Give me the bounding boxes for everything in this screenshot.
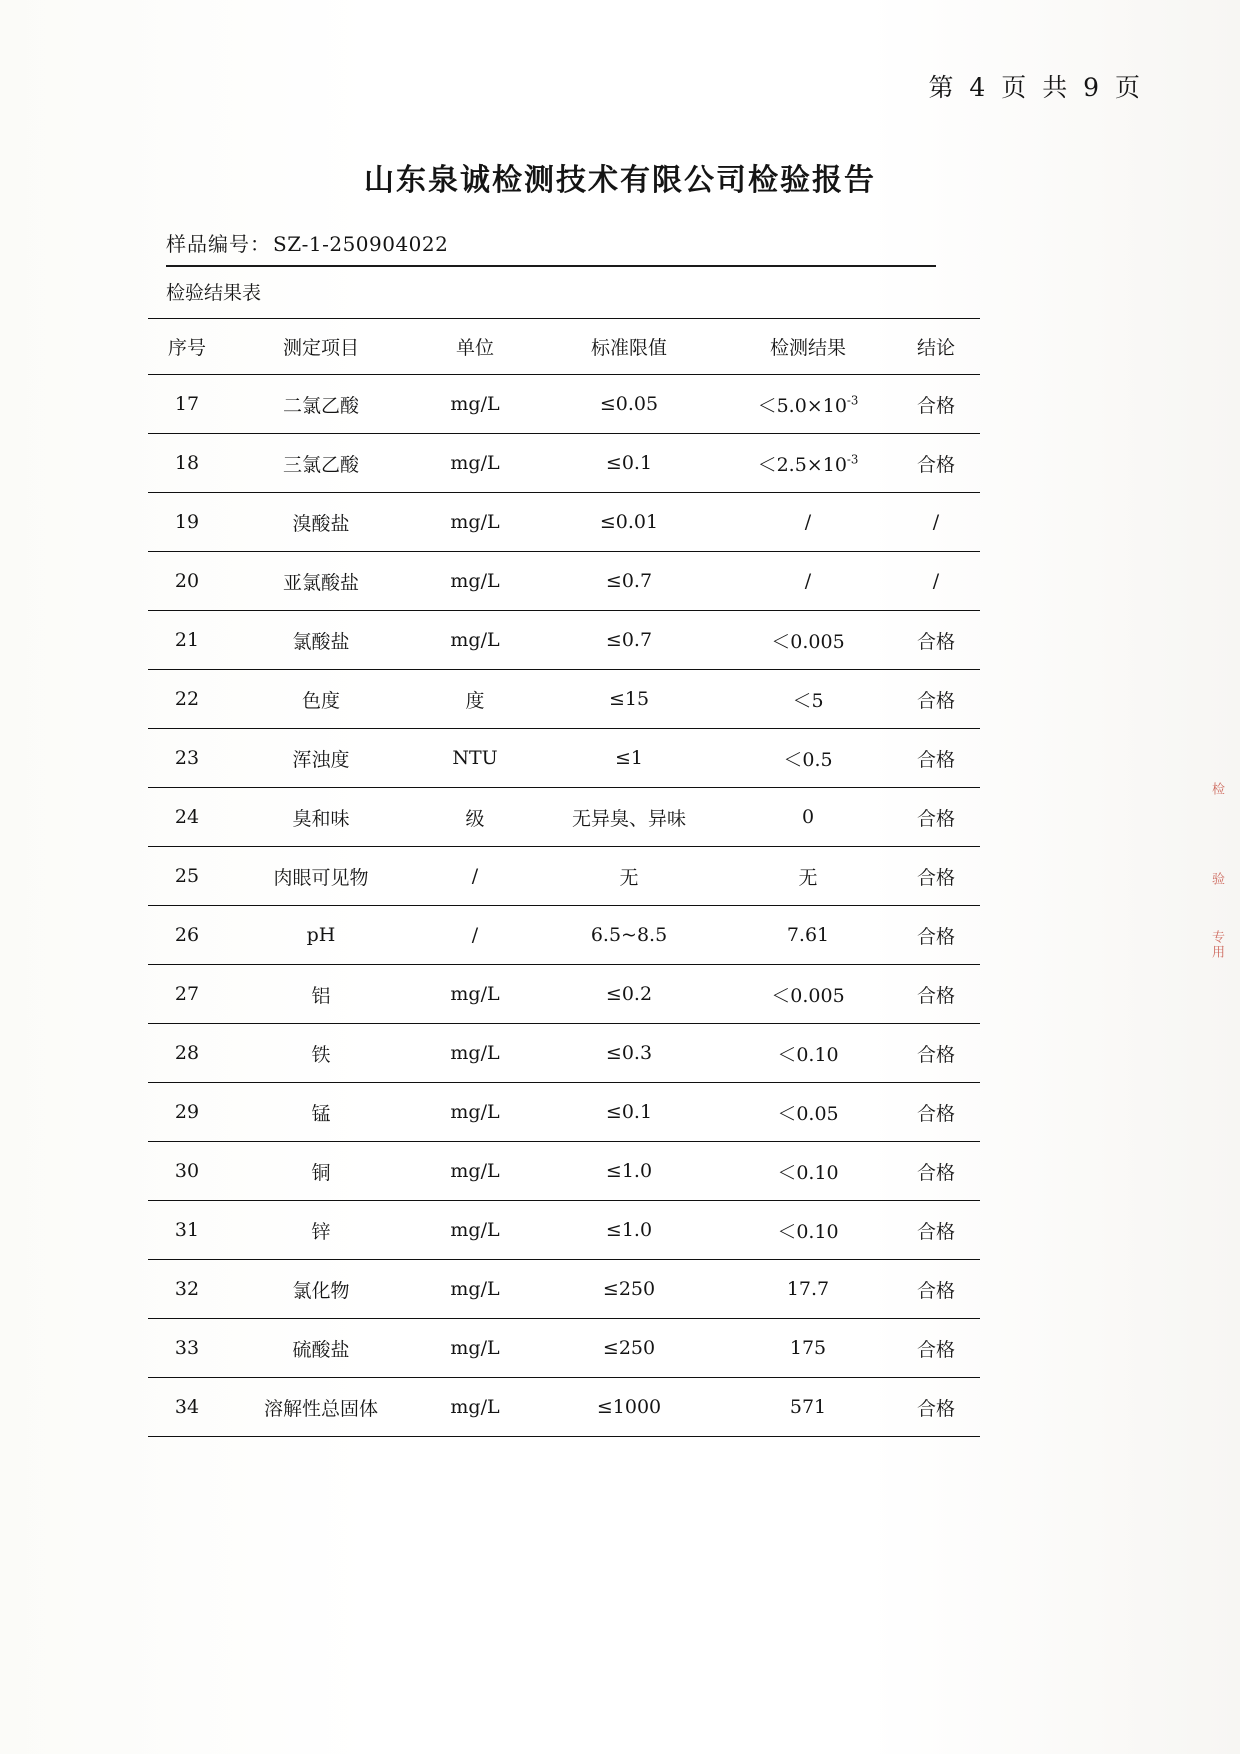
cell-conclusion: 合格 — [892, 1083, 980, 1142]
cell-unit: mg/L — [416, 1378, 534, 1437]
cell-unit: / — [416, 847, 534, 906]
sample-number-label: 样品编号： — [166, 232, 271, 256]
cell-no: 21 — [148, 611, 226, 670]
cell-conclusion: 合格 — [892, 1378, 980, 1437]
table-row — [148, 1378, 980, 1437]
cell-conclusion: 合格 — [892, 375, 980, 434]
cell-no: 20 — [148, 552, 226, 611]
table-row — [148, 965, 980, 1024]
cell-result: 7.61 — [724, 906, 892, 965]
cell-result: ＜0.10 — [724, 1142, 892, 1201]
cell-limit: ≤1000 — [534, 1378, 724, 1437]
cell-unit: mg/L — [416, 1024, 534, 1083]
cell-limit: ≤0.1 — [534, 1083, 724, 1142]
sample-number-value: SZ-1-250904022 — [273, 232, 449, 256]
cell-no: 26 — [148, 906, 226, 965]
column-header-result: 检测结果 — [724, 319, 892, 375]
table-row — [148, 1024, 980, 1083]
cell-result: ＜0.10 — [724, 1024, 892, 1083]
cell-conclusion: 合格 — [892, 906, 980, 965]
table-row — [148, 611, 980, 670]
cell-limit: ≤0.3 — [534, 1024, 724, 1083]
cell-no: 18 — [148, 434, 226, 493]
table-header-row — [148, 319, 980, 375]
cell-no: 27 — [148, 965, 226, 1024]
cell-conclusion: 合格 — [892, 670, 980, 729]
cell-no: 23 — [148, 729, 226, 788]
cell-no: 17 — [148, 375, 226, 434]
cell-unit: mg/L — [416, 1260, 534, 1319]
cell-result: 无 — [724, 847, 892, 906]
cell-item: 三氯乙酸 — [226, 434, 416, 493]
cell-item: 锌 — [226, 1201, 416, 1260]
cell-item: 臭和味 — [226, 788, 416, 847]
table-row — [148, 552, 980, 611]
cell-limit: ≤1.0 — [534, 1142, 724, 1201]
cell-conclusion: 合格 — [892, 729, 980, 788]
cell-no: 29 — [148, 1083, 226, 1142]
cell-unit: mg/L — [416, 1319, 534, 1378]
cell-limit: ≤0.7 — [534, 611, 724, 670]
cell-unit: mg/L — [416, 375, 534, 434]
cell-item: 色度 — [226, 670, 416, 729]
cell-conclusion: 合格 — [892, 611, 980, 670]
cell-item: 亚氯酸盐 — [226, 552, 416, 611]
page-title: 山东泉诚检测技术有限公司检验报告 — [364, 163, 876, 198]
cell-limit: 6.5~8.5 — [534, 906, 724, 965]
cell-conclusion: / — [892, 552, 980, 611]
cell-unit: mg/L — [416, 1201, 534, 1260]
cell-limit: ≤0.1 — [534, 434, 724, 493]
cell-unit: 级 — [416, 788, 534, 847]
cell-result: ＜0.005 — [724, 611, 892, 670]
table-row — [148, 1201, 980, 1260]
table-row — [148, 493, 980, 552]
section-title: 检验结果表 — [166, 282, 262, 304]
cell-conclusion: / — [892, 493, 980, 552]
cell-conclusion: 合格 — [892, 1142, 980, 1201]
seal-mark-fragment-2: 验 — [1209, 872, 1224, 887]
column-header-item: 测定项目 — [226, 319, 416, 375]
cell-result: 175 — [724, 1319, 892, 1378]
cell-limit: ≤0.2 — [534, 965, 724, 1024]
seal-mark-fragment-3: 专用 — [1209, 930, 1224, 960]
cell-unit: mg/L — [416, 1142, 534, 1201]
table-row — [148, 788, 980, 847]
cell-result: ＜0.10 — [724, 1201, 892, 1260]
cell-result: ＜5 — [724, 670, 892, 729]
cell-conclusion: 合格 — [892, 788, 980, 847]
cell-unit: mg/L — [416, 1083, 534, 1142]
cell-conclusion: 合格 — [892, 965, 980, 1024]
column-header-limit: 标准限值 — [534, 319, 724, 375]
cell-no: 33 — [148, 1319, 226, 1378]
table-row — [148, 434, 980, 493]
cell-unit: mg/L — [416, 493, 534, 552]
cell-result: / — [724, 493, 892, 552]
cell-unit: mg/L — [416, 611, 534, 670]
cell-conclusion: 合格 — [892, 1319, 980, 1378]
cell-unit: mg/L — [416, 434, 534, 493]
cell-item: 铁 — [226, 1024, 416, 1083]
cell-no: 22 — [148, 670, 226, 729]
cell-unit: mg/L — [416, 552, 534, 611]
cell-result: $<5.0\times 10^{-3}$ — [724, 375, 892, 434]
cell-limit: ≤250 — [534, 1260, 724, 1319]
cell-result: $<2.5\times 10^{-3}$ — [724, 434, 892, 493]
column-header-conclusion: 结论 — [892, 319, 980, 375]
cell-conclusion: 合格 — [892, 1201, 980, 1260]
cell-limit: 无异臭、异味 — [534, 788, 724, 847]
cell-result: ＜0.05 — [724, 1083, 892, 1142]
column-header-no: 序号 — [148, 319, 226, 375]
cell-no: 24 — [148, 788, 226, 847]
cell-no: 34 — [148, 1378, 226, 1437]
cell-conclusion: 合格 — [892, 1024, 980, 1083]
column-header-unit: 单位 — [416, 319, 534, 375]
table-row — [148, 1142, 980, 1201]
cell-unit: mg/L — [416, 965, 534, 1024]
cell-limit: ≤0.7 — [534, 552, 724, 611]
cell-item: 浑浊度 — [226, 729, 416, 788]
cell-conclusion: 合格 — [892, 847, 980, 906]
cell-limit: ≤1 — [534, 729, 724, 788]
cell-item: 铜 — [226, 1142, 416, 1201]
cell-result: ＜0.5 — [724, 729, 892, 788]
cell-conclusion: 合格 — [892, 1260, 980, 1319]
results-table — [148, 318, 980, 1437]
cell-result: 0 — [724, 788, 892, 847]
cell-no: 28 — [148, 1024, 226, 1083]
cell-limit: 无 — [534, 847, 724, 906]
cell-unit: NTU — [416, 729, 534, 788]
cell-result: 17.7 — [724, 1260, 892, 1319]
cell-unit: / — [416, 906, 534, 965]
cell-item: pH — [226, 906, 416, 965]
cell-item: 溴酸盐 — [226, 493, 416, 552]
cell-limit: ≤250 — [534, 1319, 724, 1378]
cell-no: 19 — [148, 493, 226, 552]
cell-item: 氯化物 — [226, 1260, 416, 1319]
table-row — [148, 729, 980, 788]
cell-no: 25 — [148, 847, 226, 906]
cell-item: 肉眼可见物 — [226, 847, 416, 906]
cell-item: 硫酸盐 — [226, 1319, 416, 1378]
cell-limit: ≤15 — [534, 670, 724, 729]
cell-result: / — [724, 552, 892, 611]
table-row — [148, 1319, 980, 1378]
cell-limit: ≤0.01 — [534, 493, 724, 552]
table-row — [148, 1083, 980, 1142]
table-row — [148, 906, 980, 965]
table-row — [148, 847, 980, 906]
cell-item: 铝 — [226, 965, 416, 1024]
table-row — [148, 670, 980, 729]
cell-item: 锰 — [226, 1083, 416, 1142]
table-row — [148, 1260, 980, 1319]
cell-limit: ≤0.05 — [534, 375, 724, 434]
sample-number-line — [166, 228, 936, 267]
cell-no: 30 — [148, 1142, 226, 1201]
cell-item: 二氯乙酸 — [226, 375, 416, 434]
table-row — [148, 375, 980, 434]
cell-unit: 度 — [416, 670, 534, 729]
cell-conclusion: 合格 — [892, 434, 980, 493]
seal-mark-fragment-1: 检 — [1209, 782, 1224, 797]
cell-no: 32 — [148, 1260, 226, 1319]
cell-no: 31 — [148, 1201, 226, 1260]
cell-result: ＜0.005 — [724, 965, 892, 1024]
cell-item: 氯酸盐 — [226, 611, 416, 670]
cell-item: 溶解性总固体 — [226, 1378, 416, 1437]
page-number: 第 4 页 共 9 页 — [928, 73, 1144, 102]
cell-result: 571 — [724, 1378, 892, 1437]
cell-limit: ≤1.0 — [534, 1201, 724, 1260]
